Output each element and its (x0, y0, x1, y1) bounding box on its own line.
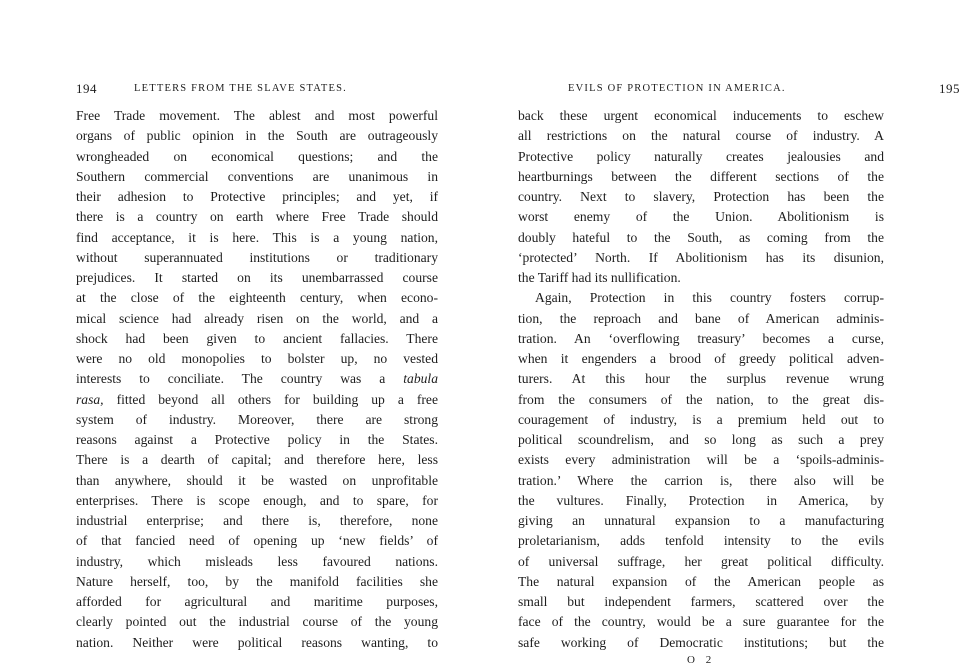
body-text-left (76, 106, 438, 653)
text-segment: interests to conciliate. The country was a (76, 371, 386, 387)
text-segment: fitted beyond all others for building up a free (116, 391, 438, 407)
text-line: the Tariff had its nullification. (518, 270, 681, 285)
text-line: country. Next to slavery, Protection has been the (518, 189, 884, 204)
text-line: There is a dearth of capital; and therefore here, less (76, 452, 438, 468)
text-line: there is a country on earth where Free Trade should (76, 209, 438, 225)
running-title-left: LETTERS FROM THE SLAVE STATES. (134, 83, 347, 94)
text-line: industrial enterprise; and there is, therefore, none (76, 513, 438, 528)
text-line: prejudices. It started on its unembarrassed course (76, 270, 438, 285)
running-title-right: EVILS OF PROTECTION IN AMERICA. (568, 83, 786, 94)
text-line: their adhesion to Protective principles; and yet, if (76, 189, 438, 204)
text-line: back these urgent economical inducements to eschew (518, 108, 884, 123)
text-line: Nature herself, too, by the manifold facilities she (76, 573, 438, 589)
text-line: reasons against a Protective policy in the States. (76, 432, 438, 447)
page-number-right: 195 (939, 81, 960, 96)
text-line: Southern commercial conventions are unanimous in (76, 168, 438, 184)
running-head-left (76, 80, 438, 98)
text-line: heartburnings between the different sections of the (518, 168, 884, 184)
text-line: tration. An ‘overflowing treasury’ becomes a curse, (518, 330, 884, 346)
running-head-right (568, 80, 960, 98)
text-line: worst enemy of the Union. Abolitionism is (518, 209, 884, 225)
text-line-with-italic (76, 390, 438, 410)
text-line: proletarianism, adds tenfold intensity to the evils (518, 533, 884, 549)
text-line: clearly pointed out the industrial course of the young (76, 614, 438, 630)
text-line: giving an unnatural expansion to a manufacturing (518, 513, 884, 528)
text-line: industry, which misleads less favoured nations. (76, 553, 438, 569)
text-line: tion, the reproach and bane of American adminis- (518, 310, 884, 326)
text-line-with-italic (76, 369, 438, 389)
text-line: than anywhere, should it be wasted on unprofitable (76, 472, 438, 488)
text-line: exists every administration will be a ‘spoils-adminis- (518, 452, 884, 468)
text-line: all restrictions on the natural course of industry. A (518, 128, 884, 144)
text-line: doubly hateful to the South, as coming from the (518, 229, 884, 245)
text-line: from the consumers of the nation, to the great dis- (518, 391, 884, 407)
text-line: the vultures. Finally, Protection in America, by (518, 492, 884, 508)
text-line: tration.’ Where the carrion is, there also will be (518, 472, 884, 488)
text-line: Again, Protection in this country fosters corrup- (535, 290, 884, 306)
text-line: safe working of Democratic institutions; but the (518, 634, 884, 650)
text-line: wrongheaded on economical questions; and the (76, 148, 438, 164)
text-line: political scoundrelism, and so long as such a prey (518, 432, 884, 447)
text-line: find acceptance, it is here. This is a young nation, (76, 229, 438, 245)
right-page (490, 0, 980, 668)
text-line: shock had been given to ancient fallacies. There (76, 330, 438, 346)
page-number-left: 194 (76, 81, 97, 96)
text-line: small but independent farmers, scattered over the (518, 594, 884, 609)
text-line: without superannuated institutions or traditionary (76, 249, 438, 265)
text-line: of universal suffrage, her great political difficulty. (518, 553, 884, 569)
text-line: at the close of the eighteenth century, when econo- (76, 290, 438, 306)
italic-phrase: tabula (403, 371, 438, 387)
text-line: when it engenders a brood of greedy political adven- (518, 351, 884, 366)
text-line: of that fancied need of opening up ‘new fields’ of (76, 533, 438, 549)
text-line: enterprises. There is scope enough, and to spare, for (76, 492, 438, 508)
text-line: face of the country, would be a sure guarantee for the (518, 614, 884, 630)
text-line: mical science had already risen on the world, and a (76, 310, 438, 326)
text-line: organs of public opinion in the South are outrageously (76, 128, 438, 144)
text-line: couragement of industry, is a premium held out to (518, 411, 884, 427)
text-line: ‘protected’ North. If Abolitionism has its disunion, (518, 249, 884, 265)
text-line: The natural expansion of the American people as (518, 573, 884, 589)
text-line: Protective policy naturally creates jealousies and (518, 148, 884, 164)
text-line: were no old monopolies to bolster up, no vested (76, 351, 438, 366)
text-line: Free Trade movement. The ablest and most powerful (76, 108, 438, 123)
text-line: nation. Neither were political reasons wanting, to (76, 634, 438, 650)
text-line: turers. At this hour the surplus revenue wrung (518, 371, 884, 387)
italic-phrase: rasa, (76, 391, 104, 407)
body-text-right (518, 106, 884, 653)
signature-mark: O 2 (687, 654, 716, 666)
text-line: system of industry. Moreover, there are strong (76, 411, 438, 427)
text-line: afforded for agricultural and maritime purposes, (76, 594, 438, 609)
